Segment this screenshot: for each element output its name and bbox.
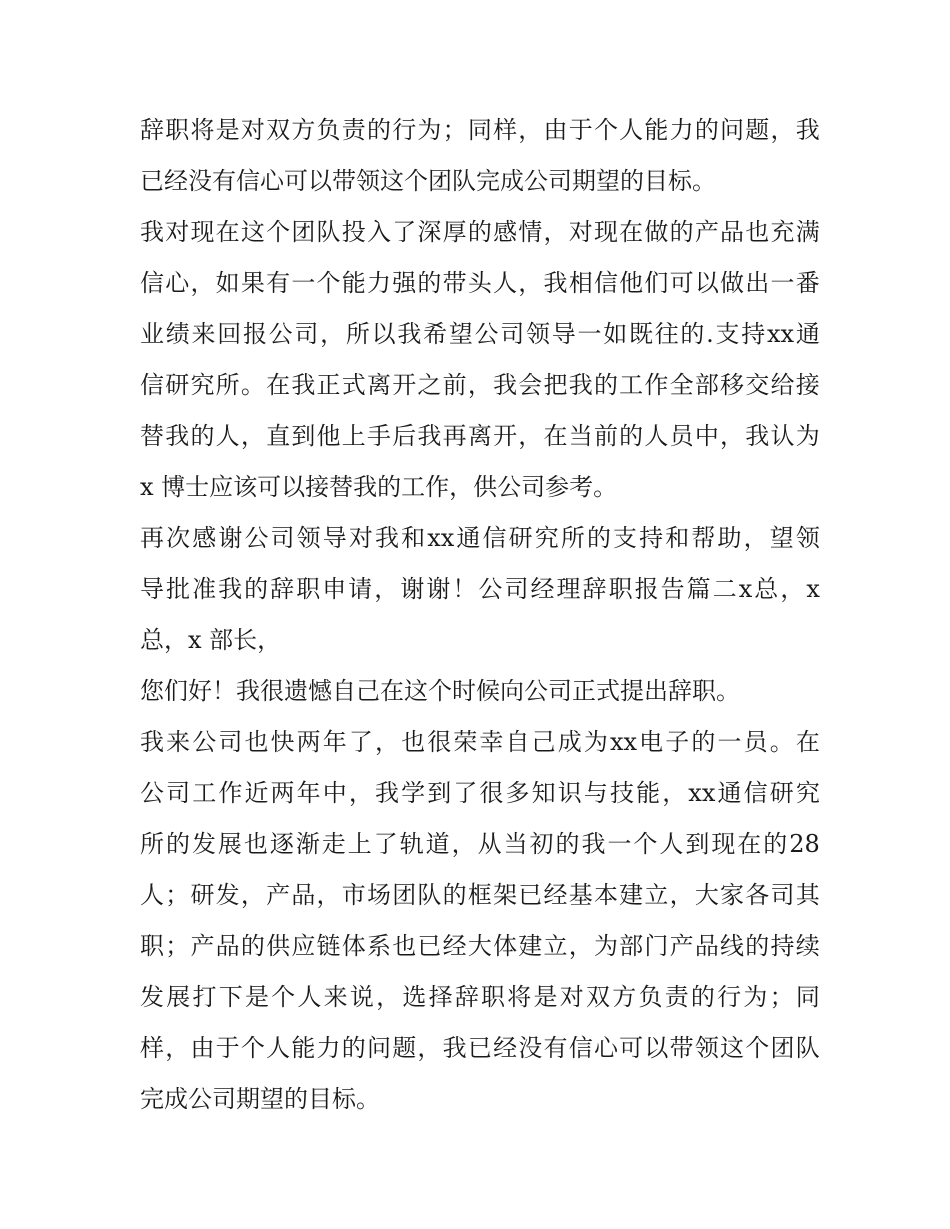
text-line: 信 心 ， 如 果 有 一 个 能 力 强 的 带 头 人 ， 我 相 信 他 们 可 以 做 出 一 番 <box>140 269 820 297</box>
text-line: 发 展 打 下 是 个 人 来 说 ， 选 择 辞 职 将 是 对 双 方 负 责 的 行 为 ； 同 <box>140 983 820 1011</box>
body-text <box>140 105 820 1125</box>
text-line: 替 我 的 人 ， 直 到 他 上 手 后 我 再 离 开 ， 在 当 前 的 人 员 中 ， 我 认 为 <box>140 422 820 450</box>
text-line: 公 司 工 作 近 两 年 中 ， 我 学 到 了 很 多 知 识 与 技 能 ， xx 通 信 研 究 <box>140 779 820 807</box>
text-line: 业 绩 来 回 报 公 司 ， 所 以 我 希 望 公 司 领 导 一 如 既 往 的 . 支 持 xx 通 <box>140 320 820 348</box>
text-line: 人 ； 研 发 ， 产 品 ， 市 场 团 队 的 框 架 已 经 基 本 建 立 ， 大 家 各 司 其 <box>140 881 820 909</box>
text-line: 再 次 感 谢 公 司 领 导 对 我 和 xx 通 信 研 究 所 的 支 持 和 帮 助 ， 望 领 <box>140 524 820 552</box>
text-line: 完成公司期望的目标。 <box>140 1085 380 1113</box>
text-line: 辞 职 将 是 对 双 方 负 责 的 行 为 ； 同 样 ， 由 于 个 人 能 力 的 问 题 ， 我 <box>140 116 820 144</box>
text-line: 信 研 究 所 。 在 我 正 式 离 开 之 前 ， 我 会 把 我 的 工 作 全 部 移 交 给 接 <box>140 371 820 399</box>
text-line: 总，x 部长， <box>140 626 282 654</box>
text-line: 您们好！我很遗憾自己在这个时候向公司正式提出辞职。 <box>140 677 740 705</box>
text-line: 职 ； 产 品 的 供 应 链 体 系 也 已 经 大 体 建 立 ， 为 部 门 产 品 线 的 持 续 <box>140 932 820 960</box>
text-line: 已经没有信心可以带领这个团队完成公司期望的目标。 <box>140 167 716 195</box>
text-line: 所 的 发 展 也 逐 渐 走 上 了 轨 道 ， 从 当 初 的 我 一 个 人 到 现 在 的 28 <box>140 830 820 858</box>
text-line: 我 对 现 在 这 个 团 队 投 入 了 深 厚 的 感 情 ， 对 现 在 做 的 产 品 也 充 满 <box>140 218 820 246</box>
text-line: x 博士应该可以接替我的工作，供公司参考。 <box>140 473 618 501</box>
text-line: 我 来 公 司 也 快 两 年 了 ， 也 很 荣 幸 自 己 成 为 xx 电 子 的 一 员 。 在 <box>140 728 820 756</box>
text-line: 导 批 准 我 的 辞 职 申 请 ， 谢 谢 ！ 公 司 经 理 辞 职 报 告 篇 二 x 总 ， x <box>140 575 820 603</box>
text-line: 样 ， 由 于 个 人 能 力 的 问 题 ， 我 已 经 没 有 信 心 可 以 带 领 这 个 团 队 <box>140 1034 820 1062</box>
